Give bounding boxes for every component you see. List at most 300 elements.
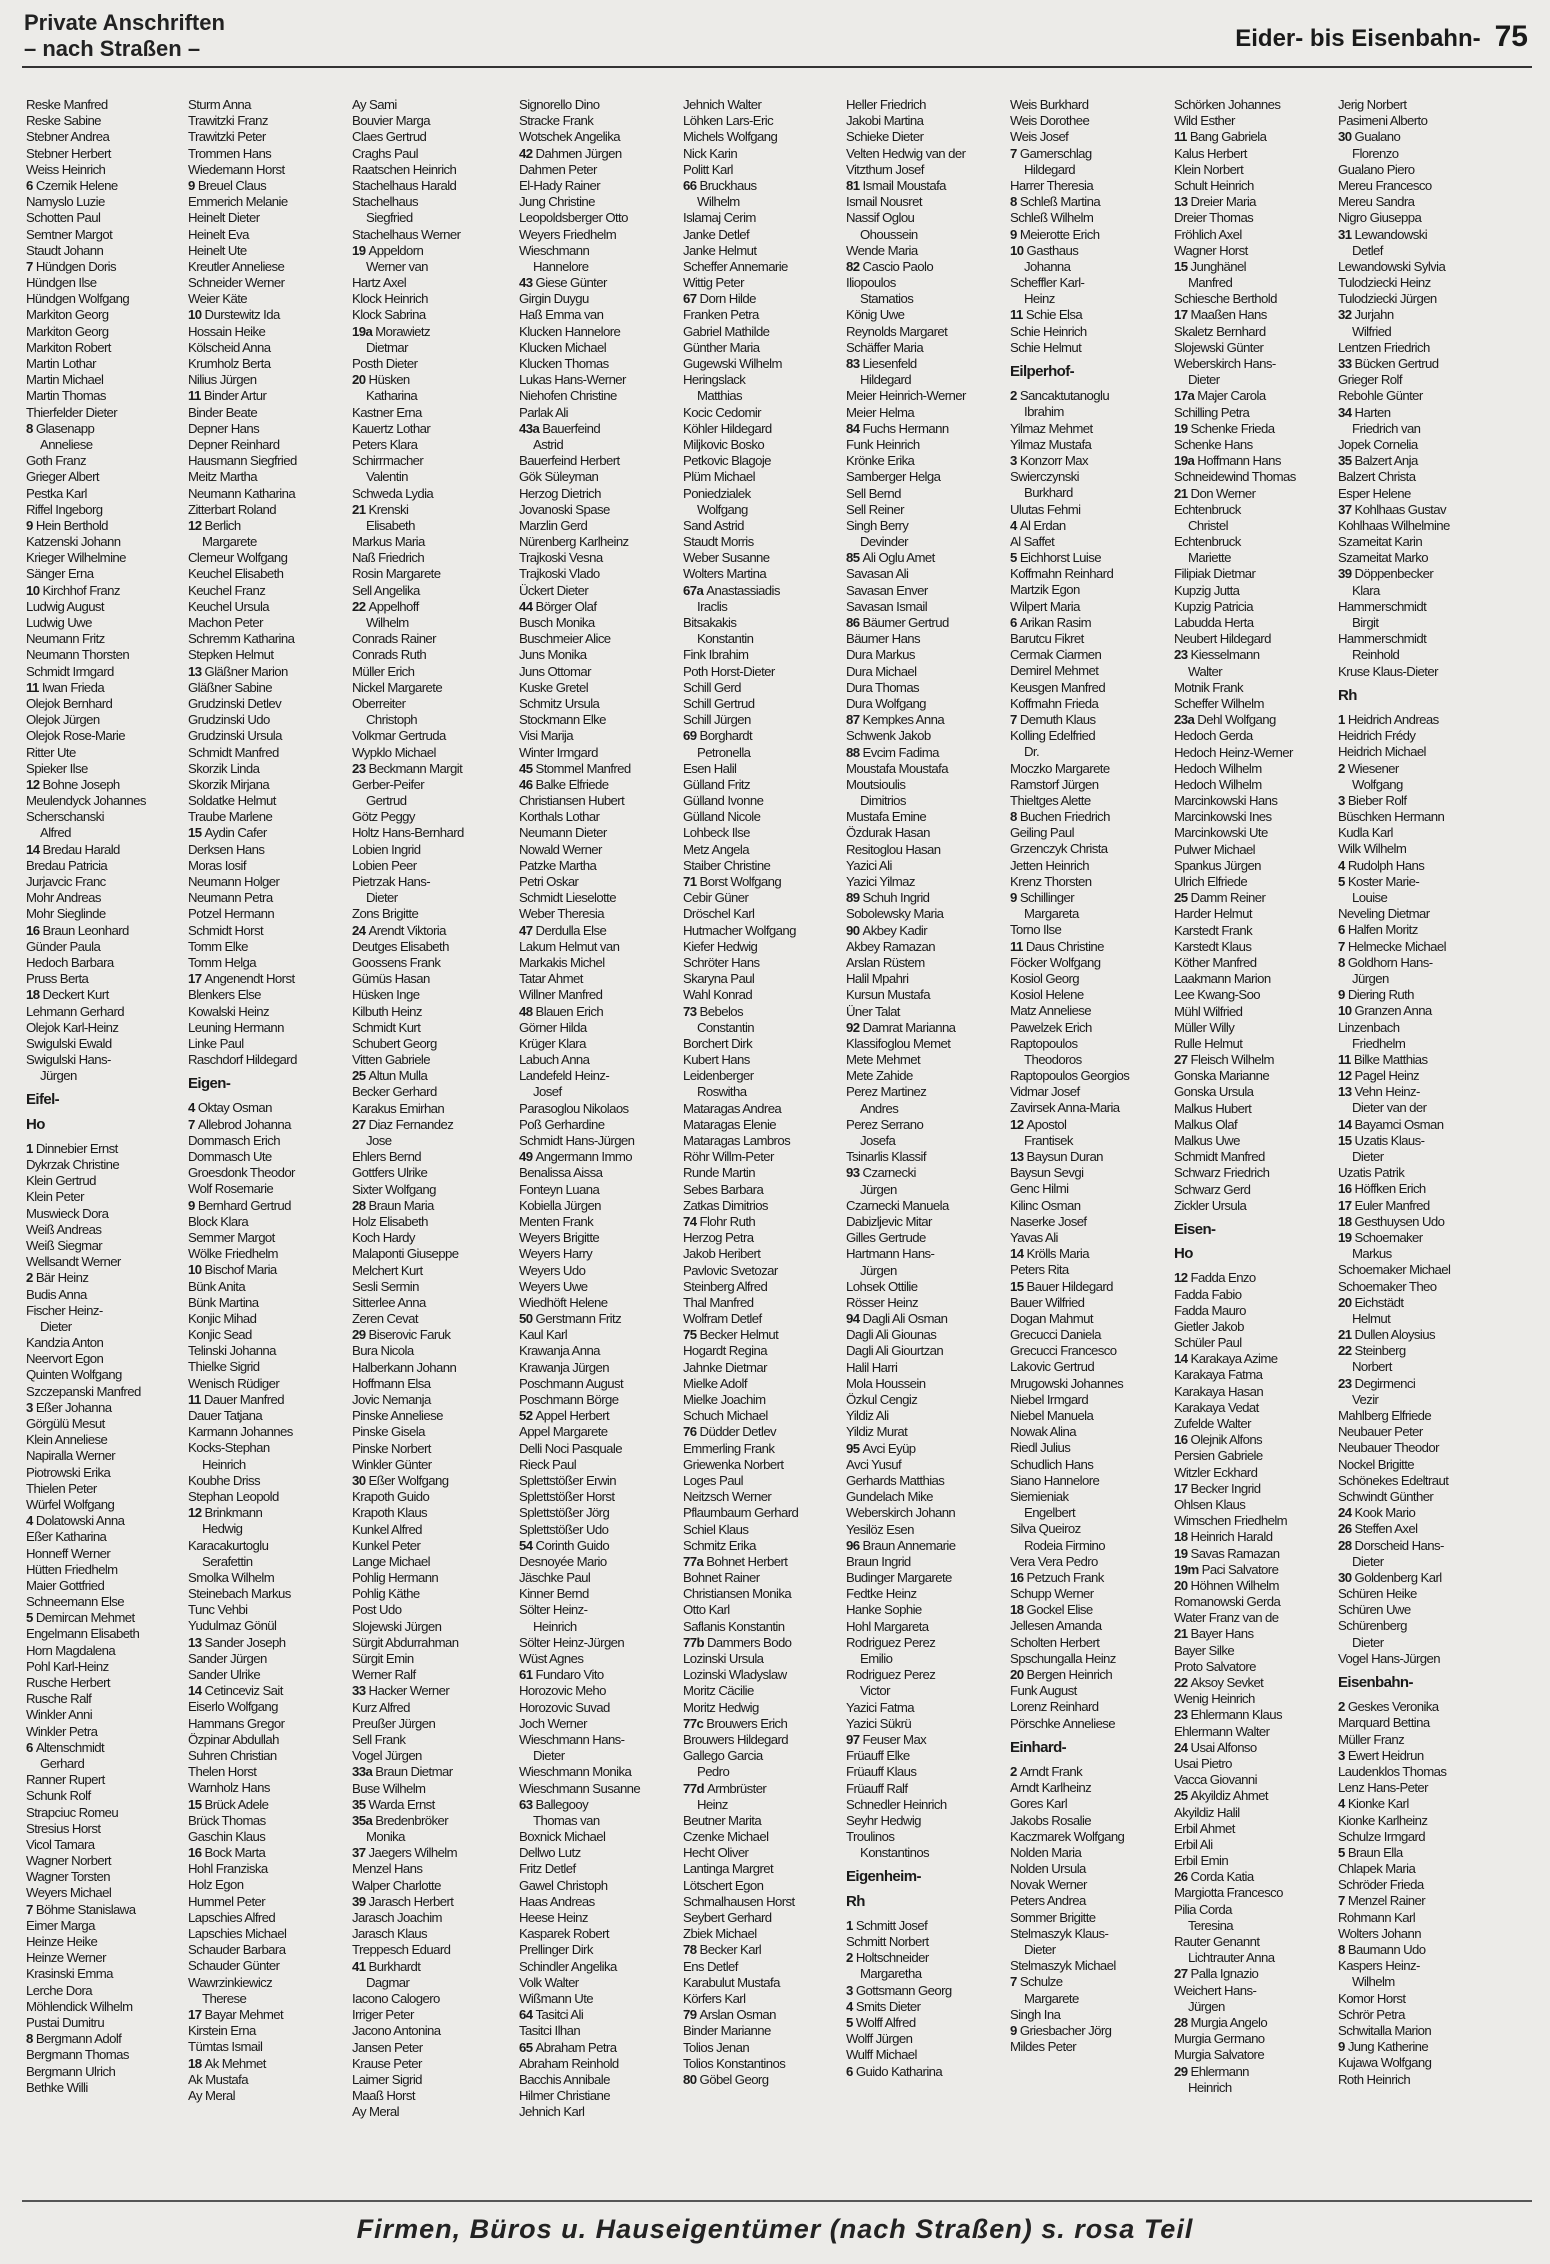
directory-entry: Horn Magdalena (26, 1642, 116, 1658)
directory-entry: Klucken Thomas (519, 356, 609, 371)
directory-entry: Jarasch Joachim (352, 1910, 442, 1925)
directory-entry: Grudzinski Detlev (188, 695, 282, 711)
directory-entry: Komor Horst (1338, 1990, 1406, 2006)
directory-entry: Schulze Irmgard (1338, 1828, 1426, 1844)
directory-entry: Rohmann Karl (1338, 1909, 1416, 1925)
directory-entry: Jakobs Rosalie (1010, 1812, 1092, 1828)
directory-entry: Oberreiter (352, 695, 406, 711)
entry-continuation: Iraclis (697, 598, 728, 614)
directory-entry: 5 Demircan Mehmet (26, 1610, 135, 1626)
directory-entry: 12 Brinkmann (188, 1505, 263, 1521)
directory-entry: 3 Eßer Johanna (26, 1399, 112, 1415)
directory-entry: Lentzen Friedrich (1338, 339, 1430, 355)
directory-entry: Grecucci Francesco (1010, 1343, 1117, 1359)
directory-entry: 54 Corinth Guido (519, 1537, 610, 1553)
directory-entry: Weber Theresia (519, 906, 604, 922)
directory-entry: Balzert Christa (1338, 469, 1416, 485)
directory-entry: Schneidewind Thomas (1174, 469, 1296, 485)
directory-entry: 13 Vehn Heinz- (1338, 1084, 1420, 1100)
directory-entry: 37 Jaegers Wilhelm (352, 1845, 458, 1861)
directory-entry: Sitterlee Anna (352, 1294, 426, 1310)
directory-entry: Sand Astrid (683, 517, 744, 533)
directory-entry: Leidenberger (683, 1068, 754, 1084)
directory-entry: Tsinarlis Klassif (846, 1149, 926, 1165)
directory-entry: Tümtas Ismail (188, 2039, 263, 2055)
entry-continuation: Heinrich (1188, 2079, 1232, 2095)
directory-entry: Schindler Angelika (519, 1958, 617, 1974)
footer-note: Firmen, Büros u. Hauseigentümer (nach Straßen) s. rosa Teil (356, 2214, 1194, 2244)
directory-entry: 71 Borst Wolfgang (683, 874, 782, 889)
directory-entry: Gilles Gertrude (846, 1230, 926, 1246)
directory-entry: Leuning Hermann (188, 1019, 284, 1035)
directory-entry: Stebner Andrea (26, 129, 110, 145)
directory-entry: 14 Karakaya Azime (1174, 1351, 1278, 1367)
directory-column (352, 97, 510, 2192)
directory-entry: Rauter Genannt (1174, 1934, 1260, 1949)
directory-entry: Lerche Dora (26, 1982, 92, 1998)
spacer (26, 1133, 184, 1141)
directory-entry: Bohnet Rainer (683, 1570, 760, 1586)
directory-entry: Ak Mustafa (188, 2071, 248, 2087)
directory-entry: Yazici Sükrü (846, 1715, 912, 1731)
directory-entry: 46 Balke Elfriede (519, 776, 609, 792)
directory-entry: Krenz Thorsten (1010, 873, 1092, 889)
directory-entry: Krüger Klara (519, 1035, 586, 1051)
directory-entry: Schwitalla Marion (1338, 2022, 1432, 2038)
directory-entry: Bergmann Ulrich (26, 2063, 116, 2079)
directory-entry: 6 Altenschmidt (26, 1739, 105, 1755)
directory-entry: Wieschmann Monika (519, 1764, 632, 1780)
directory-entry: Schmidt Manfred (1174, 1149, 1265, 1165)
directory-entry: Schie Heinrich (1010, 323, 1087, 339)
directory-entry: Lozinski Ursula (683, 1651, 764, 1666)
directory-entry: Kubert Hans (683, 1052, 750, 1068)
directory-entry: 1 Schmitt Josef (846, 1917, 928, 1933)
directory-entry: Staudt Morris (683, 534, 754, 550)
directory-entry: Winkler Günter (352, 1456, 432, 1472)
directory-entry: 11 Bang Gabriela (1174, 129, 1267, 145)
directory-entry: 12 Berlich (188, 517, 241, 533)
directory-entry: 17 Becker Ingrid (1174, 1480, 1261, 1496)
directory-entry: 7 Hündgen Doris (26, 258, 116, 274)
entry-continuation: Serafettin (202, 1553, 253, 1569)
entry-continuation: Heinz (1024, 291, 1055, 307)
directory-entry: Pestka Karl (26, 485, 87, 501)
directory-entry: Hoffmann Elsa (352, 1375, 431, 1391)
directory-entry: Klassifoglou Memet (846, 1035, 951, 1051)
directory-entry: Sürgit Emin (352, 1651, 414, 1666)
directory-entry: Krawanja Anna (519, 1343, 600, 1359)
directory-entry: Gonska Marianne (1174, 1068, 1270, 1084)
directory-entry: Schill Jürgen (683, 712, 751, 728)
directory-entry: Karakaya Hasan (1174, 1383, 1264, 1399)
directory-entry: Appel Margarete (519, 1424, 608, 1440)
directory-entry: 7 Böhme Stanislawa (26, 1901, 136, 1917)
directory-entry: Karstedt Frank (1174, 922, 1253, 938)
directory-entry: Ohlsen Klaus (1174, 1496, 1246, 1512)
directory-entry: Franken Petra (683, 307, 759, 323)
directory-entry: Sürgit Abdurrahman (352, 1634, 459, 1650)
directory-entry: Ay Meral (188, 2087, 235, 2103)
directory-entry: Baysun Sevgi (1010, 1165, 1084, 1181)
street-heading: Eisenbahn- (1338, 1674, 1413, 1691)
directory-entry: Weiss Heinrich (26, 161, 106, 177)
directory-entry: Jakobi Martina (846, 113, 924, 129)
directory-entry: Braun Ingrid (846, 1553, 911, 1569)
directory-entry: Grecucci Daniela (1010, 1327, 1101, 1343)
directory-entry: 47 Derdulla Else (519, 922, 607, 938)
spacer (1174, 1262, 1332, 1270)
directory-entry: Hartmann Hans- (846, 1246, 935, 1262)
directory-entry: 17 Bayar Mehmet (188, 2006, 284, 2022)
entry-continuation: Ibrahim (1024, 404, 1064, 420)
directory-entry: 37 Kohlhaas Gustav (1338, 501, 1446, 517)
directory-entry: Kuske Gretel (519, 679, 589, 695)
directory-entry: 41 Burkhardt (352, 1958, 421, 1974)
directory-entry: Pulwer Michael (1174, 841, 1256, 857)
directory-entry: Haas Andreas (519, 1893, 595, 1909)
entry-continuation: Astrid (533, 436, 564, 452)
directory-entry: Mrugowski Johannes (1010, 1375, 1124, 1391)
directory-entry: Mustafa Emine (846, 809, 927, 825)
street-heading: Eisen- (1174, 1220, 1216, 1238)
directory-entry: 24 Arendt Viktoria (352, 922, 446, 938)
directory-entry: Bouvier Marga (352, 113, 430, 129)
directory-entry: 14 Cetinceviz Sait (188, 1683, 283, 1699)
entry-continuation: Gertrud (366, 793, 407, 809)
directory-entry: Schröter Hans (683, 954, 760, 970)
directory-entry: Skorzik Linda (188, 760, 260, 776)
directory-entry: Kalus Herbert (1174, 145, 1247, 161)
directory-entry: Dabizljevic Mitar (846, 1213, 932, 1229)
directory-entry: Savasan Ismail (846, 598, 928, 614)
directory-entry: Korthals Lothar (519, 809, 600, 825)
directory-entry: Schmidt Kurt (352, 1019, 421, 1035)
entry-continuation: Hannelore (533, 258, 589, 274)
entry-continuation: Jürgen (1352, 970, 1389, 986)
entry-continuation: Elisabeth (366, 517, 415, 533)
directory-entry: Rieck Paul (519, 1456, 577, 1472)
directory-entry: 75 Becker Helmut (683, 1327, 779, 1343)
entry-continuation: Katharina (366, 388, 418, 404)
directory-entry: Kaczmarek Wolfgang (1010, 1828, 1125, 1844)
directory-entry: Markiton Robert (26, 339, 111, 355)
directory-entry: 18 Heinrich Harald (1174, 1529, 1273, 1545)
directory-entry: Scholten Herbert (1010, 1634, 1100, 1650)
directory-entry: Heinelt Eva (188, 226, 249, 242)
directory-entry: Genc Hilmi (1010, 1181, 1069, 1197)
directory-entry: Schwenk Jakob (846, 728, 931, 744)
entry-continuation: Norbert (1352, 1359, 1392, 1375)
directory-entry: 23 Kiesselmann (1174, 647, 1260, 663)
spacer (1338, 680, 1496, 688)
directory-entry: Heinelt Ute (188, 242, 247, 258)
directory-entry: Depner Hans (188, 420, 260, 436)
directory-entry: Esen Halil (683, 760, 737, 776)
directory-entry: Konjic Mihad (188, 1310, 257, 1326)
directory-entry: Mahlberg Elfriede (1338, 1408, 1432, 1423)
directory-entry: Karakaya Vedat (1174, 1399, 1259, 1415)
directory-entry: Desnoyée Mario (519, 1553, 607, 1569)
directory-entry: Wawrzinkiewicz (188, 1974, 273, 1990)
directory-entry: Schotten Paul (26, 210, 101, 226)
directory-entry: Karabulut Mustafa (683, 1974, 780, 1990)
directory-entry: 15 Uzatis Klaus- (1338, 1132, 1425, 1148)
directory-entry: Klock Sabrina (352, 307, 426, 323)
directory-entry: Nassif Oglou (846, 210, 915, 226)
directory-entry: 2 Sancaktutanoglu (1010, 388, 1110, 404)
directory-entry: Özpinar Abdullah (188, 1731, 279, 1747)
directory-column (1338, 97, 1496, 2192)
directory-entry: Hohl Franziska (188, 1861, 268, 1877)
directory-entry: Olejok Karl-Heinz (26, 1019, 119, 1035)
directory-entry: Bünk Anita (188, 1278, 246, 1294)
directory-entry: Markiton Georg (26, 323, 109, 339)
directory-entry: Dykrzak Christine (26, 1157, 120, 1172)
directory-entry: 67a Anastassiadis (683, 582, 780, 598)
street-heading: Einhard- (1010, 1738, 1067, 1756)
directory-entry: Seyhr Hedwig (846, 1812, 921, 1828)
directory-entry: Gonska Ursula (1174, 1084, 1254, 1100)
directory-entry: Schüler Paul (1174, 1335, 1242, 1351)
directory-entry: Kasparek Robert (519, 1926, 609, 1942)
directory-entry: Neubauer Theodor (1338, 1440, 1439, 1456)
directory-entry: Tolios Jenan (683, 2039, 750, 2055)
directory-entry: 9 Meierotte Erich (1010, 226, 1100, 242)
directory-entry: Fedtke Heinz (846, 1586, 917, 1602)
directory-entry: Swigulski Hans- (26, 1052, 111, 1068)
directory-entry: 2 Bär Heinz (26, 1270, 89, 1286)
directory-entry: Funk August (1010, 1683, 1077, 1699)
directory-entry: Marcinkowski Ines (1174, 809, 1272, 825)
directory-entry: Gundelach Mike (846, 1489, 933, 1505)
directory-entry: Wahl Konrad (683, 987, 753, 1003)
entry-continuation: Burkhard (1024, 485, 1073, 501)
directory-entry: Mielke Joachim (683, 1392, 766, 1407)
directory-entry: 10 Granzen Anna (1338, 1003, 1432, 1019)
directory-entry: Erbil Emin (1174, 1853, 1229, 1869)
directory-entry: Bitsakakis (683, 615, 737, 630)
directory-entry: Suhren Christian (188, 1747, 277, 1763)
directory-entry: Yavas Ali (1010, 1229, 1058, 1245)
directory-entry: Kilinc Osman (1010, 1197, 1081, 1213)
directory-entry: Röhr Willm-Peter (683, 1149, 774, 1165)
directory-entry: Post Udo (352, 1602, 402, 1618)
directory-entry: Zitterbart Roland (188, 501, 277, 517)
entry-continuation: Dieter (1352, 1553, 1384, 1569)
directory-entry: Klock Heinrich (352, 291, 428, 307)
street-heading: Eilperhof- (1010, 363, 1074, 380)
directory-entry: Savasan Ali (846, 566, 909, 582)
directory-entry: 77d Armbrüster (683, 1780, 767, 1796)
entry-continuation: Siegfried (366, 210, 413, 226)
directory-entry: Nockel Brigitte (1338, 1456, 1415, 1472)
directory-entry: Machon Peter (188, 615, 263, 630)
directory-entry: Stachelhaus (352, 194, 418, 210)
directory-entry: Gläßner Sabine (188, 679, 272, 695)
directory-entry: Nolden Ursula (1010, 1861, 1086, 1877)
directory-entry: Gabriel Mathilde (683, 323, 770, 339)
directory-entry: 20 Bergen Heinrich (1010, 1667, 1113, 1682)
directory-entry: Becker Gerhard (352, 1084, 437, 1100)
entry-continuation: Josefa (860, 1133, 896, 1148)
directory-entry: Clemeur Wolfgang (188, 550, 288, 566)
directory-entry: Wiedhöft Helene (519, 1294, 608, 1310)
directory-entry: Block Klara (188, 1213, 249, 1229)
directory-entry: 2 Wiesener (1338, 760, 1399, 776)
directory-entry: Pawelzek Erich (1010, 1019, 1092, 1035)
directory-entry: 10 Durstewitz Ida (188, 307, 280, 323)
directory-entry: Wende Maria (846, 242, 918, 258)
directory-entry: Semmer Margot (188, 1229, 275, 1245)
directory-entry: 9 Jung Katherine (1338, 2039, 1429, 2055)
directory-entry: Rusche Herbert (26, 1675, 110, 1690)
directory-entry: 22 Steinberg (1338, 1343, 1406, 1359)
directory-entry: Laudenklos Thomas (1338, 1763, 1447, 1779)
directory-entry: Hammerschmidt (1338, 631, 1427, 647)
directory-entry: 3 Gottsmann Georg (846, 1982, 952, 1998)
directory-entry: Stepken Helmut (188, 647, 274, 663)
directory-entry: Reske Sabine (26, 113, 101, 129)
directory-entry: Buse Wilhelm (352, 1780, 426, 1796)
directory-entry: Deutges Elisabeth (352, 938, 449, 954)
directory-entry: Emmerich Melanie (188, 194, 288, 210)
directory-entry: Krönke Erika (846, 453, 915, 469)
entry-continuation: Christoph (366, 712, 418, 728)
spacer (846, 1910, 1004, 1918)
directory-entry: 49 Angermann Immo (519, 1149, 632, 1165)
directory-entry: Kujawa Wolfgang (1338, 2055, 1432, 2071)
directory-entry: Persien Gabriele (1174, 1448, 1263, 1464)
directory-entry: Czenke Michael (683, 1829, 769, 1845)
directory-entry: Krawanja Jürgen (519, 1359, 609, 1375)
directory-entry: Kunkel Alfred (352, 1521, 422, 1537)
directory-entry: Gualano Piero (1338, 161, 1415, 177)
directory-entry: Juns Ottomar (519, 663, 591, 679)
entry-continuation: Werner van (366, 258, 428, 274)
directory-entry: Semtner Margot (26, 226, 113, 242)
directory-entry: Ehlers Bernd (352, 1149, 422, 1165)
directory-entry: Linke Paul (188, 1035, 244, 1051)
directory-entry: Hartz Axel (352, 275, 407, 291)
directory-entry: Schmitz Ursula (519, 695, 600, 711)
directory-entry: Grzenczyk Christa (1010, 841, 1108, 857)
directory-entry: 18 Gesthuysen Udo (1338, 1213, 1445, 1229)
directory-entry: Menten Frank (519, 1213, 594, 1229)
entry-continuation: Petronella (697, 744, 751, 760)
directory-entry: Cebir Güner (683, 890, 749, 906)
directory-entry: 94 Dagli Ali Osman (846, 1311, 948, 1327)
directory-entry: Kaul Karl (519, 1327, 568, 1343)
directory-entry: 3 Konzorr Max (1010, 452, 1088, 468)
directory-entry: Bura Nicola (352, 1343, 414, 1359)
directory-entry: 35 Balzert Anja (1338, 453, 1418, 469)
entry-continuation: Wolfgang (697, 501, 748, 517)
entry-continuation: Victor (860, 1683, 890, 1699)
directory-entry: Hammans Gregor (188, 1715, 285, 1731)
directory-entry: Thielen Peter (26, 1480, 97, 1496)
directory-entry: 43 Giese Günter (519, 275, 607, 291)
directory-entry: 89 Schuh Ingrid (846, 890, 930, 906)
directory-entry: 8 Schleß Martina (1010, 194, 1101, 210)
directory-entry: Ulrich Elfriede (1174, 874, 1248, 889)
street-heading: Eifel- (26, 1091, 60, 1109)
directory-entry: Neumann Katharina (188, 485, 296, 501)
directory-entry: Schmidt Manfred (188, 744, 279, 760)
directory-entry: Bredau Patricia (26, 857, 108, 873)
directory-entry: Schunk Rolf (26, 1788, 91, 1804)
directory-entry: Herzog Petra (683, 1230, 754, 1246)
directory-entry: 2 Geskes Veronika (1338, 1699, 1439, 1715)
directory-entry: Lobien Peer (352, 857, 417, 873)
directory-entry: Winkler Petra (26, 1723, 98, 1739)
directory-entry: Malkus Hubert (1174, 1100, 1252, 1116)
directory-entry: Akyildiz Halil (1174, 1804, 1240, 1820)
directory-entry: 35a Bredenbröker (352, 1812, 448, 1828)
directory-entry: Martin Michael (26, 372, 104, 388)
directory-entry: Szameitat Marko (1338, 550, 1428, 566)
directory-entry: Schupp Werner (1010, 1586, 1094, 1602)
directory-entry: Moczko Margarete (1010, 760, 1110, 776)
directory-entry: Wild Esther (1174, 113, 1235, 129)
directory-entry: Smolka Wilhelm (188, 1569, 275, 1585)
directory-entry: 25 Akyildiz Ahmet (1174, 1788, 1268, 1804)
directory-entry: Metz Angela (683, 841, 749, 857)
directory-entry: Schie Helmut (1010, 339, 1082, 355)
directory-entry: Pustai Dumitru (26, 2014, 105, 2030)
directory-entry: Wieschmann Susanne (519, 1780, 641, 1796)
directory-entry: Kilbuth Heinz (352, 1003, 422, 1019)
directory-entry: 8 Baumann Udo (1338, 1942, 1426, 1957)
directory-entry: Krumholz Berta (188, 356, 271, 371)
directory-entry: Bayer Silke (1174, 1642, 1235, 1658)
directory-entry: Heinelt Dieter (188, 210, 260, 226)
directory-entry: Busch Monika (519, 615, 595, 630)
directory-entry: Schrör Petra (1338, 2006, 1405, 2022)
directory-entry: Szczepanski Manfred (26, 1383, 141, 1399)
directory-entry: Malkus Olaf (1174, 1116, 1238, 1132)
directory-entry: Staiber Christine (683, 857, 771, 873)
directory-entry: 52 Appel Herbert (519, 1408, 610, 1424)
directory-entry: Kaspers Heinz- (1338, 1958, 1420, 1974)
directory-entry: 78 Becker Karl (683, 1942, 762, 1958)
directory-entry: Sobolewsky Maria (846, 906, 944, 922)
directory-entry: Miljkovic Bosko (683, 436, 765, 452)
directory-entry: Perez Martinez (846, 1084, 927, 1100)
directory-entry: Abraham Reinhold (519, 2055, 619, 2071)
directory-entry: 33a Braun Dietmar (352, 1764, 453, 1780)
directory-entry: 8 Bergmann Adolf (26, 2031, 122, 2047)
directory-entry: Wieschmann (519, 242, 590, 258)
directory-entry: 93 Czarnecki (846, 1165, 916, 1181)
directory-entry: Halil Mpahri (846, 971, 909, 987)
directory-entry: Rösser Heinz (846, 1294, 918, 1310)
header-rule (22, 66, 1532, 68)
directory-entry: Benalissa Aissa (519, 1165, 603, 1181)
directory-entry: Kohlhaas Wilhelmine (1338, 517, 1450, 533)
directory-entry: Labuch Anna (519, 1052, 590, 1068)
directory-entry: Telinski Johanna (188, 1343, 276, 1359)
directory-entry: Fadda Mauro (1174, 1302, 1246, 1318)
directory-entry: Tolios Konstantinos (683, 2055, 786, 2071)
directory-entry: Schieke Dieter (846, 129, 924, 145)
directory-entry: 30 Goldenberg Karl (1338, 1569, 1442, 1585)
directory-entry: Horozovic Suvad (519, 1699, 610, 1715)
directory-entry: Klein Norbert (1174, 161, 1244, 177)
directory-entry: Riffel Ingeborg (26, 501, 103, 517)
directory-entry: 27 Diaz Fernandez (352, 1116, 454, 1132)
directory-entry: Moustafa Moustafa (846, 760, 948, 776)
